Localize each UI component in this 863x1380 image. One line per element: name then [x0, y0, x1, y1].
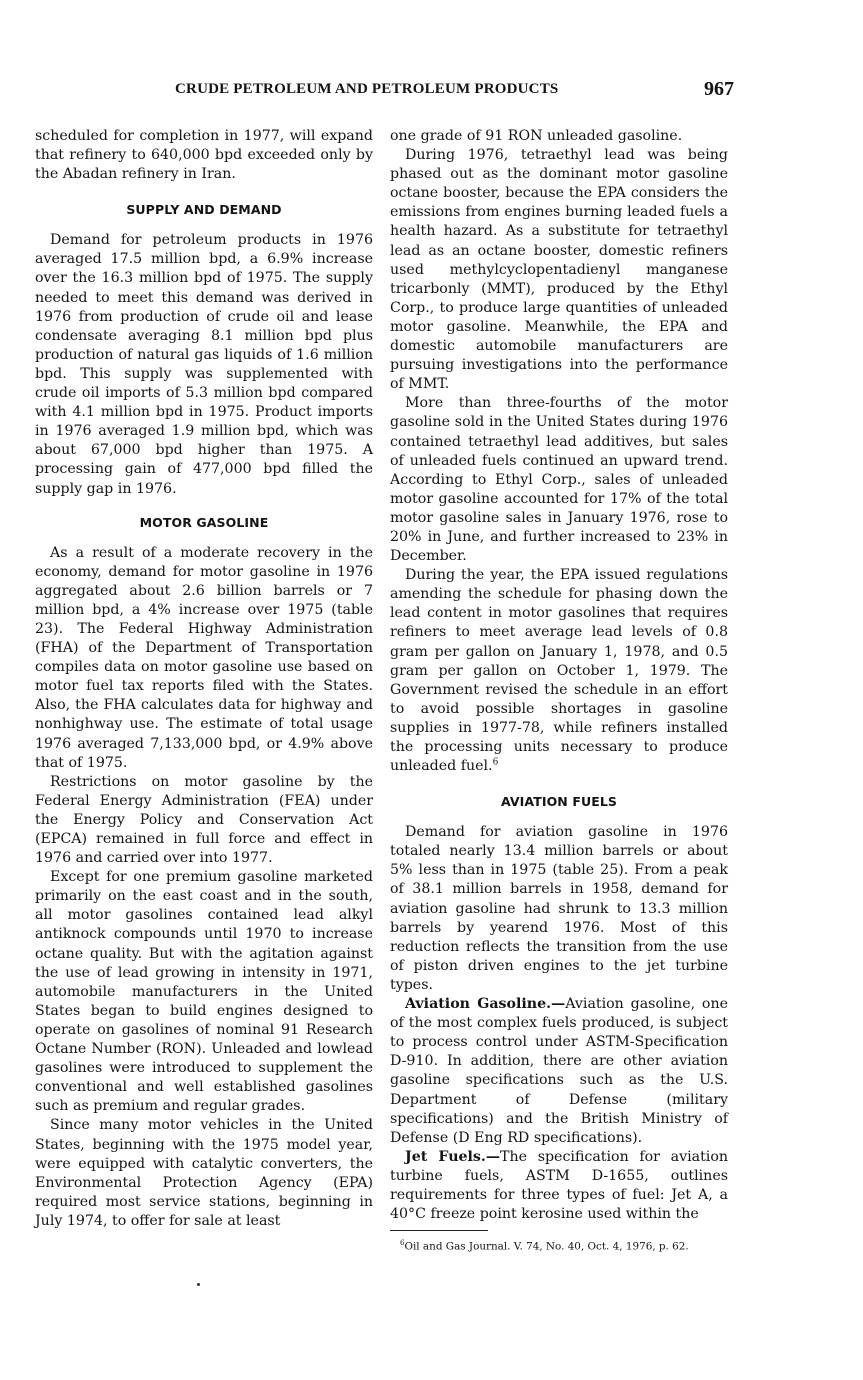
paragraph-jet-fuels: [390, 1148, 728, 1224]
paragraph-tetraethyl-lead: During 1976, tetraethyl lead was being phased out as the dominant motor gasoline octane booster, because the EPA considers the emissions from engines burning leaded fuels a health hazard. As a substitute for tetraethyl lead as an octane booster, domestic refiners used methylcyclopentadienyl manganese tricarbonly (MMT), produced by the Ethyl Corp., to produce large quantities of unleaded motor gasoline. Meanwhile, the EPA and domestic automobile manufacturers are pursuing investigations into the performance of MMT.: [390, 147, 728, 393]
footnote-reference: 6: [492, 757, 499, 768]
paragraph-epa-regulations: [390, 566, 728, 776]
paragraph-motor-lead: Except for one premium gasoline marketed primarily on the east coast and in the south, all motor gasolines contained lead alkyl antiknock compounds until 1970 to increase octane quality. But with the agitation against the use of lead growing in intensity in 1971, automobile manufacturers in the United States began to build engines designed to operate on gasolines of nominal 91 Research Octane Number (RON). Unleaded and lowlead gasolines were introduced to supplement the conventional and well established gasolines such as premium and regular grades.: [35, 869, 373, 1115]
aviation-gasoline-text: Aviation gasoline, one of the most complex fuels produced, is subject to process control under ASTM-Specification D-910. In addition, there are other aviation gasoline specifications such as the U.S. Department of Defense (military specifications) and the British Ministry of Defense (D Eng RD specifications).: [390, 996, 728, 1146]
section-heading-supply-and-demand: SUPPLY AND DEMAND: [126, 202, 282, 218]
runin-heading-jet-fuels: Jet Fuels.—: [405, 1148, 501, 1165]
paragraph-unleaded-sales: More than three-fourths of the motor gasoline sold in the United States during 1976 contained tetraethyl lead additives, but sales of unleaded fuels continued an upward trend. According to Ethyl Corp., sales of unleaded motor gasoline accounted for 17% of the total motor gasoline sales in January 1976, rose to 20% in June, and further increased to 23% in December.: [390, 395, 728, 565]
left-column: [35, 127, 373, 1231]
paragraph-aviation-gasoline: [390, 995, 728, 1148]
stray-mark: [197, 1283, 200, 1286]
paragraph-motor-demand: As a result of a moderate recovery in the economy, demand for motor gasoline in 1976 aggregated about 2.6 billion barrels or 7 million bpd, a 4% increase over 1975 (table 23). The Federal Highway Administration (FHA) of the Department of Transportation compiles data on motor gasoline use based on motor fuel tax reports filed with the States. Also, the FHA calculates data for highway and nonhighway use. The estimate of total usage 1976 averaged 7,133,000 bpd, or 4.9% above that of 1975.: [35, 544, 373, 771]
running-title: CRUDE PETROLEUM AND PETROLEUM PRODUCTS: [175, 81, 559, 97]
paragraph-motor-restrictions: Restrictions on motor gasoline by the Federal Energy Administration (FEA) under the Energy Policy and Conservation Act (EPCA) remained in full force and effect in 1976 and carried over into 1977.: [35, 773, 373, 867]
paragraph-continuation: scheduled for completion in 1977, will expand that refinery to 640,000 bpd exceeded only by the Abadan refinery in Iran.: [35, 128, 373, 183]
paragraph-motor-catalytic: Since many motor vehicles in the United States, beginning with the 1975 model year, were equipped with catalytic converters, the Environmental Protection Agency (EPA) required most service stations, beginning in July 1974, to offer for sale at least: [35, 1117, 373, 1229]
footnote-divider: [390, 1230, 488, 1231]
right-column: [390, 127, 728, 1254]
jet-fuels-text: The specification for aviation turbine fuels, ASTM D-1655, outlines requirements for three types of fuel: Jet A, a 40°C freeze point kerosine used within the: [390, 1148, 728, 1223]
runin-heading-aviation-gasoline: Aviation Gasoline.—: [405, 996, 566, 1013]
footnote-marker: 6: [400, 1239, 405, 1248]
page-header: [36, 78, 736, 104]
section-heading-motor-gasoline: MOTOR GASOLINE: [139, 514, 269, 530]
page-number: 967: [704, 78, 734, 100]
footnote: [390, 1237, 728, 1253]
paragraph-supply-demand: Demand for petroleum products in 1976 averaged 17.5 million bpd, a 6.9% increase over the 16.3 million bpd of 1975. The supply needed to meet this demand was derived in 1976 from production of crude oil and lease condensate averaging 8.1 million bpd plus production of natural gas liquids of 1.6 million bpd. This supply was supplemented with crude oil imports of 5.3 million bpd compared with 4.1 million bpd in 1975. Product imports in 1976 averaged 1.9 million bpd, which was about 67,000 bpd higher than 1975. A processing gain of 477,000 bpd filled the supply gap in 1976.: [35, 232, 373, 497]
section-heading-aviation-fuels: AVIATION FUELS: [500, 794, 618, 810]
epa-paragraph-text: During the year, the EPA issued regulations amending the schedule for phasing down the lead content in motor gasolines that requires refiners to meet average lead levels of 0.8 gram per gallon on January 1, 1978, and 0.5 gram per gallon on October 1, 1979. The Government revised the schedule in an effort to avoid possible shortages in gasoline supplies in 1977-78, while refiners installed the processing units necessary to produce unleaded fuel.: [390, 567, 728, 775]
paragraph-aviation-demand: Demand for aviation gasoline in 1976 totaled nearly 13.4 million barrels or about 5% less than in 1975 (table 25). From a peak of 38.1 million barrels in 1958, demand for aviation gasoline had shrunk to 13.3 million barrels by yearend 1976. Most of this reduction reflects the transition from the use of piston driven engines to the jet turbine types.: [390, 824, 728, 993]
footnote-text: Oil and Gas Journal. V. 74, No. 40, Oct. 4, 1976, p. 62.: [404, 1240, 689, 1253]
paragraph-continuation-right: one grade of 91 RON unleaded gasoline.: [390, 128, 683, 144]
